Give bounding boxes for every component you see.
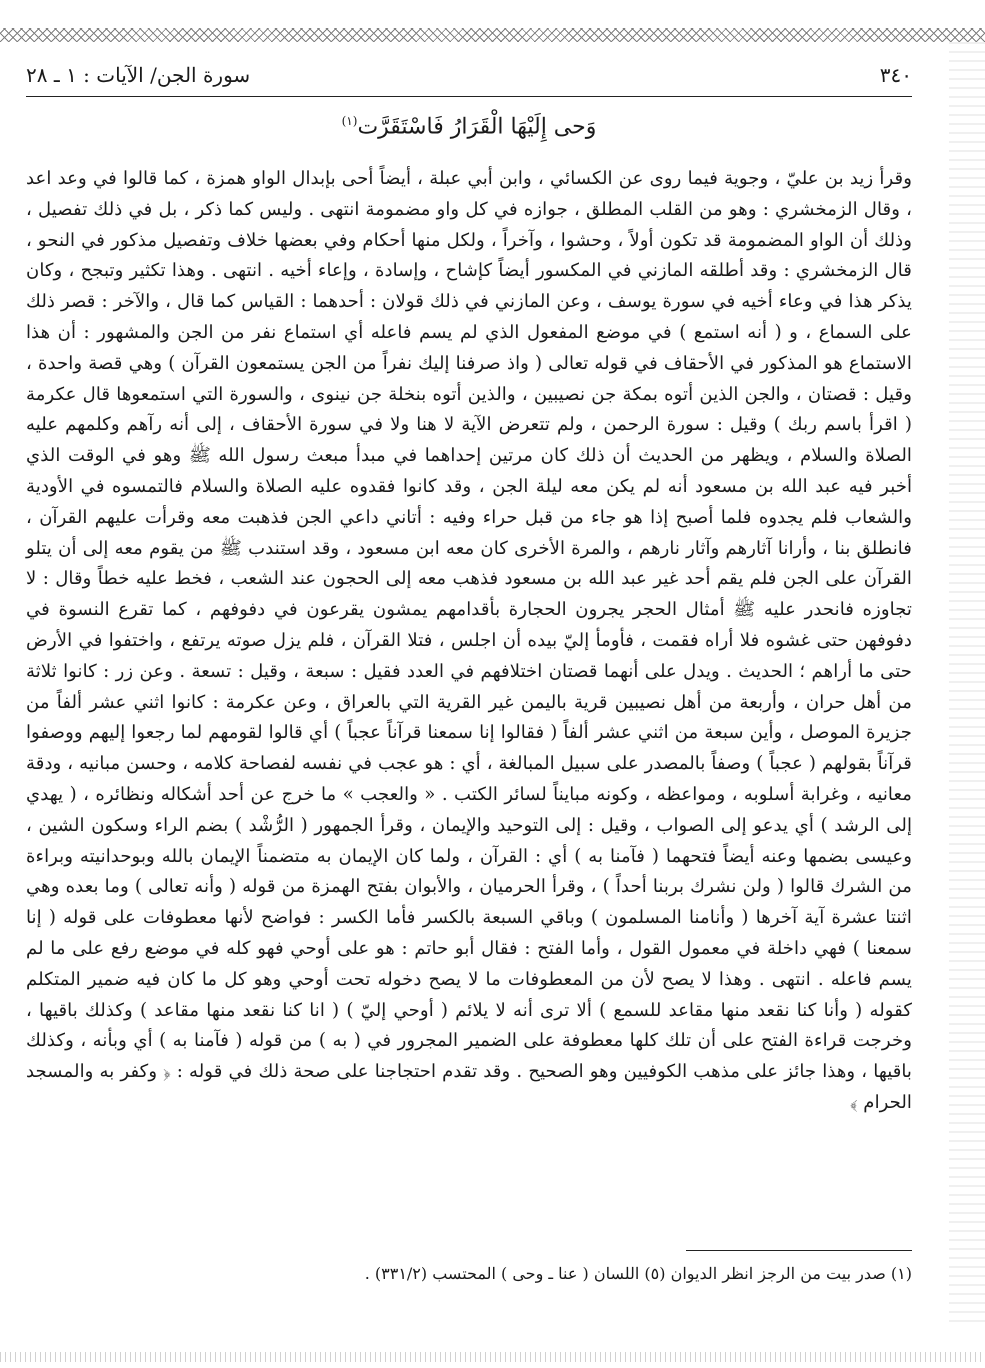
running-header (26, 58, 912, 92)
commentary-body (26, 164, 912, 1119)
page-number: ٣٤٠ (879, 63, 912, 87)
verse-line (26, 114, 912, 139)
scan-edge-speckle (949, 42, 985, 1322)
page-top-border (0, 28, 985, 42)
verse-footnote-ref: (١) (341, 114, 358, 128)
footnote-divider (686, 1250, 912, 1251)
commentary-paragraph: وقرأ زيد بن عليّ ، وجوية فيما روى عن الكسائي ، وابن أبي عبلة ، أيضاً أحى بإبدال الواو همزة ، كما قالوا في وعد اعد ، وقال الزمخشري : وهو من القلب المطلق ، جوازه في كل واو مضمومة انتهى . وليس كما ذكر ، بل في ذلك تفصيل ، وذلك أن الواو المضمومة قد تكون أولاً ، وحشوا ، وآخراً ، ولكل منها أحكام وفي بعضها خلاف وتفصيل مذكور في النحو ، قال الزمخشري : وقد أطلقه المازني في المكسور أيضاً كإشاح ، وإسادة ، وإعاء أخيه . انتهى . وهذا تكثير وتبجح ، وكان يذكر هذا في وعاء أخيه في سورة يوسف ، وعن المازني في ذلك قولان : أحدهما : القياس كما قال ، والآخر : قصر ذلك على السماع ، و ( أنه استمع ) في موضع المفعول الذي لم يسم فاعله أي استماع نفر من الجن والمشهور : أن هذا الاستماع هو المذكور في الأحقاف في قوله تعالى ( واذ صرفنا إليك نفراً من الجن يستمعون القرآن ) وهي قصة واحدة ، وقيل : قصتان ، والجن الذين أتوه بمكة جن نصيبين ، والذين أتوه بنخلة جن نينوى ، والسورة التي استمعوها قال عكرمة ( اقرأ باسم ربك ) وقيل : سورة الرحمن ، ولم تتعرض الآية لا هنا ولا في سورة الأحقاف ، إلى أنه رآهم وكلمهم عليه الصلاة والسلام ، ويظهر من الحديث أن ذلك كان مرتين إحداهما في مبدأ مبعث رسول الله ﷺ وهو في الوقت الذي أخبر فيه عبد الله بن مسعود أنه لم يكن معه ليلة الجن ، وقد كانوا فقدوه عليه الصلاة والسلام فالتمسوه في الأودية والشعاب فلم يجدوه فلما أصبح إذا هو جاء من قبل حراء وفيه : أتاني داعي الجن فذهبت معه وقرأت عليهم القرآن ، فانطلق بنا ، وأرانا آثارهم وآثار نارهم ، والمرة الأخرى كان معه ابن مسعود ، وقد استندب ﷺ من يقوم معه إلى أن يتلو القرآن على الجن فلم يقم أحد غير عبد الله بن مسعود فذهب معه إلى الحجون عند الشعب ، فخط عليه خطاً وقال : لا تجاوزه فانحدر عليه ﷺ أمثال الحجر يجرون الحجارة بأقدامهم يمشون يقرعون في دفوفهم ، كما تقرع النسوة في دفوفهن حتى غشوه فلا أراه فقمت ، فأومأ إليّ بيده أن اجلس ، فتلا القرآن ، فلم يزل صوته يرتفع ، واختفوا في الأرض حتى ما أراهم ؛ الحديث . ويدل على أنهما قصتان اختلافهم في العدد فقيل : سبعة ، وقيل : تسعة . وعن زر : كانوا ثلاثة من أهل حران ، وأربعة من أهل نصيبين قرية باليمن غير القرية التي بالعراق ، وعن عكرمة : كانوا اثني عشر ألفاً من جزيرة الموصل ، وأين سبعة من اثني عشر ألفاً ( فقالوا إنا سمعنا قرآناً عجباً ) أي قالوا لقومهم لما رجعوا إليهم ووصفوا قرآناً بقولهم ( عجباً ) وصفاً بالمصدر على سبيل المبالغة ، أي : هو عجب في نفسه لفصاحة كلامه ، وحسن مبانيه ، ودقة معانيه ، وغرابة أسلوبه ، ومواعظه ، وكونه مبايناً لسائر الكتب . « والعجب » ما خرج عن أحد أشكاله ونظائره ، ( يهدي إلى الرشد ) أي يدعو إلى الصواب ، وقيل : إلى التوحيد والإيمان ، وقرأ الجمهور ( الرُّشْد ) بضم الراء وسكون الشين ، وعيسى بضمها وعنه أيضاً فتحهما ( فآمنا به ) أي : القرآن ، ولما كان الإيمان به متضمناً الإيمان بالله وبوحدانيته وبراءة من الشرك قالوا ( ولن نشرك بربنا أحداً ) ، وقرأ الحرميان ، والأبوان بفتح الهمزة من قوله ( وأنه تعالى ) وما بعده وهي اثنتا عشرة آية آخرها ( وأنامنا المسلمون ) وباقي السبعة بالكسر فأما الكسر : فواضح لأنها معطوفات على قوله ( إنا سمعنا ) فهي داخلة في معمول القول ، وأما الفتح : فقال أبو حاتم : هو على أوحي فهو كله في موضع رفع على ما لم يسم فاعله . انتهى . وهذا لا يصح لأن من المعطوفات ما لا يصح دخوله تحت أوحي وهو كل ما كان فيه ضمير المتكلم كقوله ( وأنا كنا نقعد منها مقاعد للسمع ) ألا ترى أنه لا يلائم ( أوحي إليّ ) ( انا كنا نقعد منها مقاعد ) وكذلك باقيها ، وخرجت قراءة الفتح على أن تلك كلها معطوفة على الضمير المجرور في ( به ) من قوله ( فآمنا به ) أي وبأنه ، وكذلك باقيها ، وهذا جائز على مذهب الكوفيين وهو الصحيح . وقد تقدم احتجاجنا على صحة ذلك في قوله : ﴿ وكفر به والمسجد الحرام ﴾ (26, 168, 912, 1113)
verse-text: وَحى إِلَيْهَا الْقَرَارُ فَاسْتَقَرَّت (357, 114, 597, 140)
footnote: (١) صدر بيت من الرجز انظر الديوان (٥) اللسان ( عنا ـ وحى ) المحتسب (٣٣١/٢) . (364, 1264, 912, 1283)
scan-bottom-speckle (0, 1352, 985, 1362)
running-title: سورة الجن/ الآيات : ١ ـ ٢٨ (26, 63, 251, 87)
header-divider (26, 96, 912, 97)
